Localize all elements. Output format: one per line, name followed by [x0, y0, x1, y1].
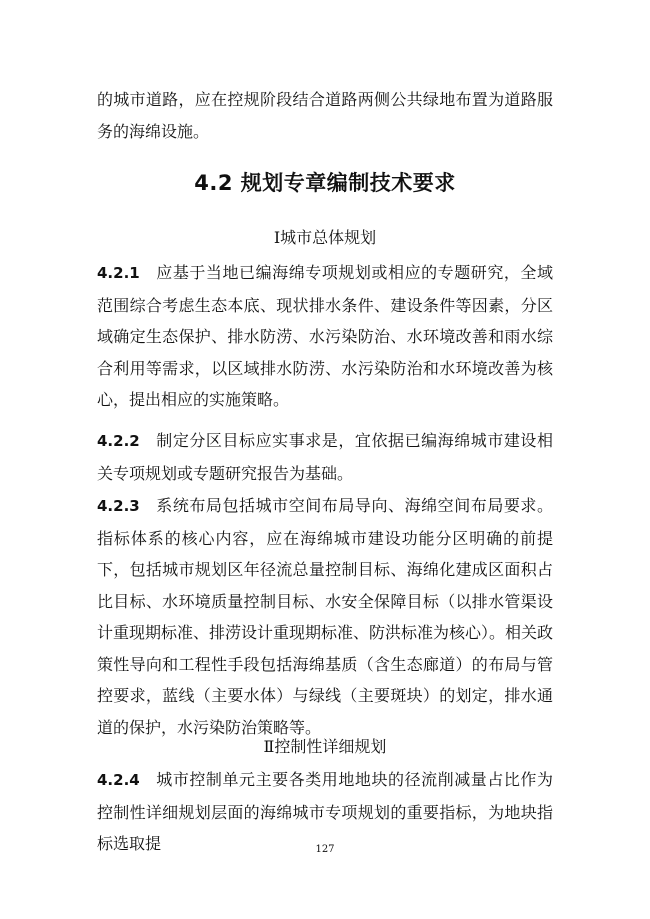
section-title: 4.2 规划专章编制技术要求 — [194, 171, 456, 195]
clause-number: 4.2.4 — [97, 771, 140, 789]
clause-4-2-1 — [97, 257, 553, 416]
clause-text: 应基于当地已编海绵专项规划或相应的专题研究，全域范围综合考虑生态本底、现状排水条件、建设条件等因素，分区域确定生态保护、排水防涝、水污染防治、水环境改善和雨水综合利用等需求，以区域排水防涝、水污染防治和水环境改善为核心，提出相应的实施策略。 — [97, 263, 553, 409]
clause-text: 制定分区目标应实事求是，宜依据已编海绵城市建设相关专项规划或专题研究报告为基础。 — [97, 431, 553, 483]
page-number: 127 — [315, 844, 335, 855]
clause-text: 城市控制单元主要各类用地地块的径流削减量占比作为控制性详细规划层面的海绵城市专项规划的重要指标，为地块指标选取提 — [97, 770, 553, 853]
clause-text: 系统布局包括城市空间布局导向、海绵空间布局要求。指标体系的核心内容，应在海绵城市建设功能分区明确的前提下，包括城市规划区年径流总量控制目标、海绵化建成区面积占比目标、水环境质量控制目标、水安全保障目标（以排水管渠设计重现期标准、排涝设计重现期标准、防洪标准为核心）。相关政策性导向和工程性手段包括海绵基质（含生态廊道）的布局与管控要求，蓝线（主要水体）与绿线（主要斑块）的划定，排水通道的保护，水污染防治策略等。 — [97, 496, 554, 737]
subsection-heading-detailed-plan: Ⅱ控制性详细规划 — [263, 737, 387, 756]
clause-number: 4.2.2 — [97, 432, 140, 450]
clause-number: 4.2.1 — [97, 264, 140, 282]
clause-4-2-3 — [97, 490, 553, 743]
clause-4-2-2 — [97, 425, 553, 489]
continuation-paragraph: 的城市道路，应在控规阶段结合道路两侧公共绿地布置为道路服务的海绵设施。 — [97, 90, 553, 141]
clause-number: 4.2.3 — [97, 497, 140, 515]
subsection-heading-master-plan: Ⅰ城市总体规划 — [273, 228, 377, 247]
